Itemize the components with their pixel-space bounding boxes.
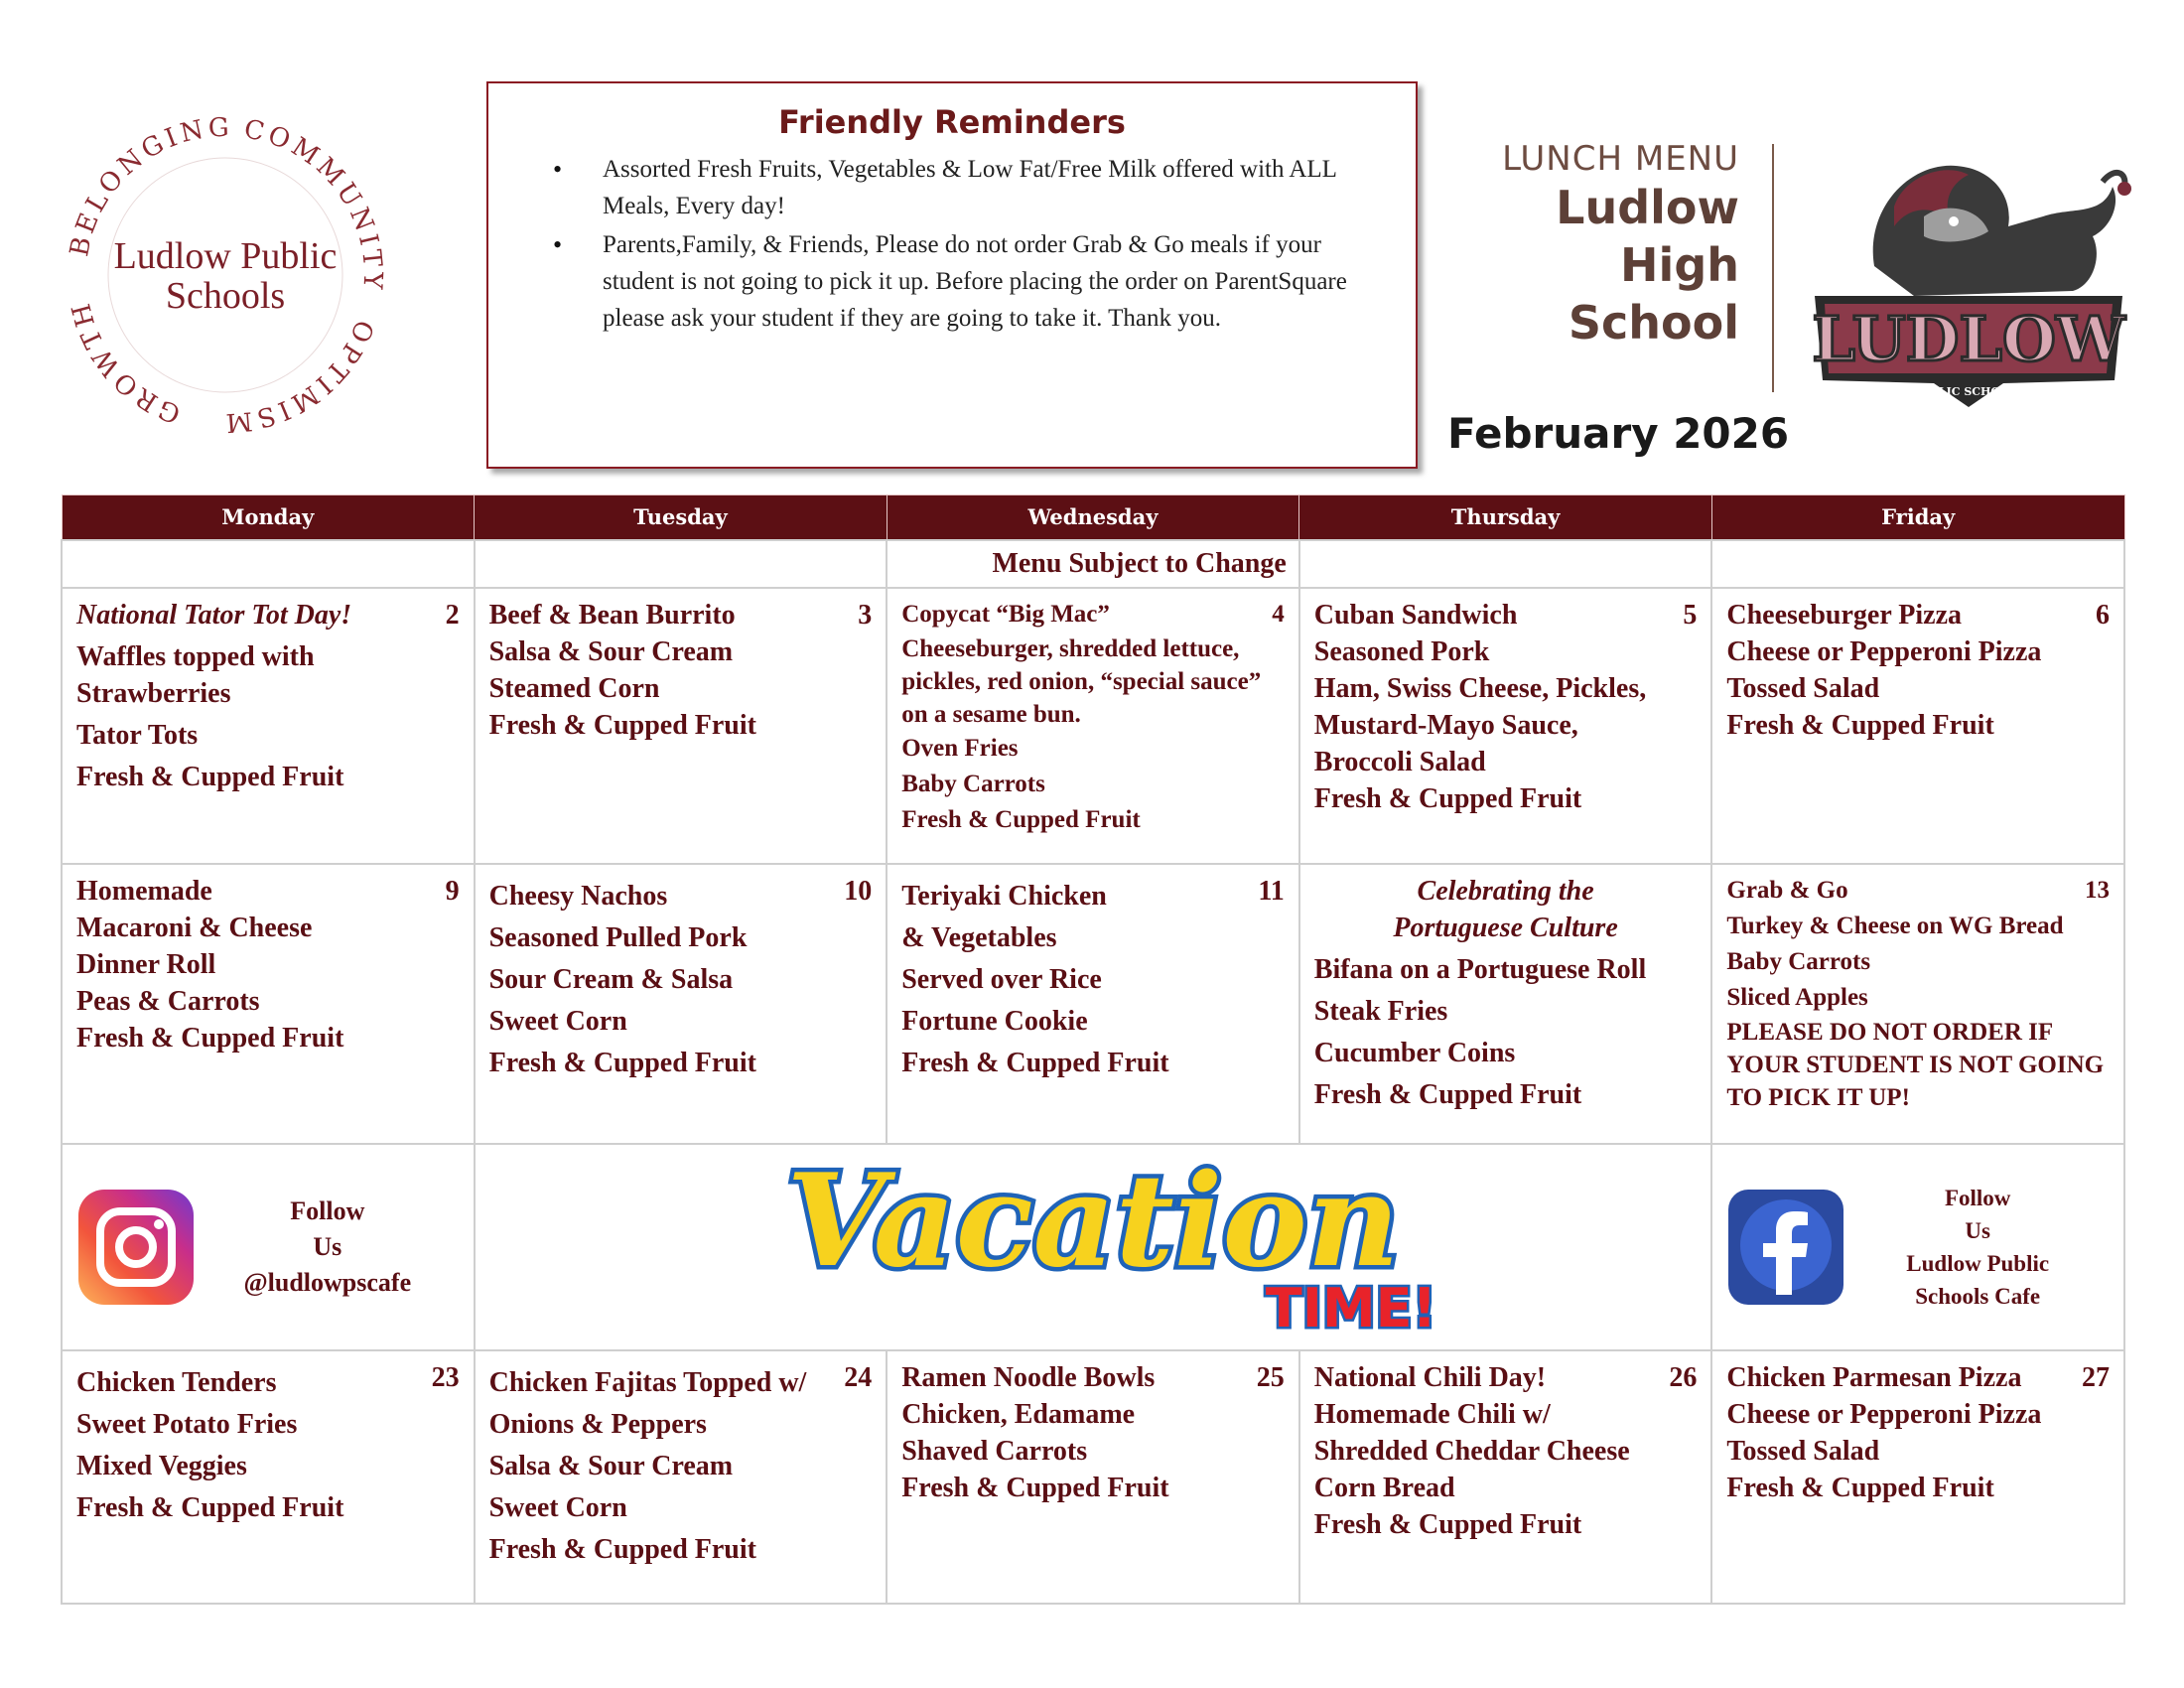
header-wednesday: Wednesday — [887, 495, 1299, 540]
seal-word-community: COMMUNITY — [241, 114, 388, 294]
day-number: 6 — [2096, 599, 2110, 631]
menu-line: Chicken Fajitas Topped w/ — [488, 1366, 807, 1398]
facebook-follow-text: Follow Us Ludlow Public Schools Cafe — [1845, 1182, 2110, 1313]
day-number: 4 — [1272, 600, 1285, 628]
menu-line: Peas & Carrots — [76, 985, 260, 1017]
seal-word-growth: GROWTH — [66, 296, 186, 429]
svg-text:OPTIMISM — [221, 316, 379, 438]
day-cell-12 — [1299, 864, 1712, 1144]
day-number: 2 — [445, 599, 460, 631]
menu-line: Fresh & Cupped Fruit — [488, 1047, 756, 1078]
menu-line: National Chili Day! — [1313, 1361, 1547, 1393]
header-monday: Monday — [62, 495, 475, 540]
seal-line2: Schools — [165, 275, 286, 317]
menu-line: Turkey & Cheese on WG Bread — [1726, 912, 2064, 939]
seal-word-optimism: OPTIMISM — [220, 315, 379, 438]
vacation-time-word: TIME! — [1265, 1276, 1437, 1339]
instagram-follow-text: Follow Us @ludlowpscafe — [196, 1194, 460, 1301]
note-cell-monday — [62, 540, 475, 588]
day-number: 9 — [445, 875, 460, 907]
month-title: February 2026 — [1447, 409, 1790, 458]
logo-subtext: PUBLIC SCHOOLS — [1911, 385, 2026, 398]
menu-line: Grab & Go — [1726, 876, 1848, 904]
day-number: 13 — [2085, 876, 2110, 904]
menu-line: Cheese or Pepperoni Pizza — [1726, 635, 2042, 667]
vacation-time-graphic — [597, 1148, 1589, 1346]
day-number: 23 — [431, 1361, 460, 1393]
day-cell-4 — [887, 588, 1299, 864]
menu-line: & Vegetables — [901, 921, 1057, 953]
facebook-page-name-line2[interactable]: Schools Cafe — [1915, 1283, 2041, 1309]
bullet-icon: • — [553, 230, 563, 259]
menu-line: Sweet Corn — [488, 1005, 627, 1037]
week-row-2 — [62, 864, 2124, 1144]
week-row-3-vacation — [62, 1144, 2124, 1350]
header-tuesday: Tuesday — [475, 495, 887, 540]
header-friday: Friday — [1711, 495, 2124, 540]
menu-line: Copycat “Big Mac” — [901, 600, 1110, 628]
menu-line: Fresh & Cupped Fruit — [901, 805, 1141, 833]
warning-text: PLEASE DO NOT ORDER IF YOUR STUDENT IS NOT GOING TO PICK IT UP! — [1726, 1018, 2105, 1111]
day-number: 10 — [844, 875, 873, 907]
menu-line: Seasoned Pork — [1313, 635, 1490, 667]
menu-line: Fortune Cookie — [901, 1005, 1088, 1037]
menu-line: Shaved Carrots — [901, 1435, 1088, 1467]
reminders-list — [528, 151, 1376, 337]
logo-text: LUDLOW — [1812, 303, 2125, 375]
menu-line: Sweet Corn — [488, 1491, 627, 1523]
menu-line: Cheese or Pepperoni Pizza — [1726, 1398, 2042, 1430]
note-row — [62, 540, 2124, 588]
menu-line: Celebrating the — [1417, 875, 1594, 907]
day-cell-5 — [1299, 588, 1712, 864]
day-number: 11 — [1258, 875, 1285, 907]
menu-line: Baby Carrots — [901, 770, 1045, 797]
menu-line: Portuguese Culture — [1393, 912, 1618, 943]
day-cell-23 — [62, 1350, 475, 1604]
menu-line: Bifana on a Portuguese Roll — [1313, 953, 1647, 985]
reminder-item: • Assorted Fresh Fruits, Vegetables & Low Fat/Free Milk offered with ALL Meals, Every day! — [528, 151, 1376, 224]
menu-line: Cheeseburger, shredded lettuce, pickles, red onion, “special sauce” on a sesame bun. — [901, 634, 1262, 728]
menu-line: Fresh & Cupped Fruit — [901, 1472, 1169, 1503]
menu-line: Seasoned Pulled Pork — [488, 921, 748, 953]
menu-subject-to-change: Menu Subject to Change — [992, 547, 1287, 579]
header-thursday: Thursday — [1299, 495, 1712, 540]
lunch-calendar — [61, 494, 2125, 1605]
school-name-line1: Ludlow — [1556, 181, 1739, 234]
reminders-title: Friendly Reminders — [778, 103, 1126, 141]
note-cell-wednesday — [887, 540, 1299, 588]
menu-line: Onions & Peppers — [488, 1408, 707, 1440]
instagram-icon[interactable] — [76, 1188, 196, 1307]
menu-line: Teriyaki Chicken — [901, 880, 1107, 912]
menu-line: Steamed Corn — [488, 672, 660, 704]
menu-line: Cheeseburger Pizza — [1726, 599, 1963, 631]
day-cell-27 — [1711, 1350, 2124, 1604]
day-cell-9 — [62, 864, 475, 1144]
menu-line: Cuban Sandwich — [1313, 599, 1518, 631]
menu-line: Sweet Potato Fries — [76, 1408, 298, 1440]
day-cell-26 — [1299, 1350, 1712, 1604]
menu-line: Fresh & Cupped Fruit — [1313, 782, 1582, 814]
menu-line: Tator Tots — [76, 719, 199, 751]
instagram-cell — [62, 1144, 475, 1350]
menu-line: Fresh & Cupped Fruit — [76, 1491, 344, 1523]
facebook-cell — [1711, 1144, 2124, 1350]
menu-line: Macaroni & Cheese — [76, 912, 313, 943]
menu-line: Fresh & Cupped Fruit — [488, 1533, 756, 1565]
menu-line: Fresh & Cupped Fruit — [1726, 1472, 1994, 1503]
menu-line: Fresh & Cupped Fruit — [1313, 1508, 1582, 1540]
lunch-menu-title — [1430, 139, 1739, 352]
friendly-reminders-box — [486, 81, 1418, 469]
day-cell-6 — [1711, 588, 2124, 864]
menu-line: Cheesy Nachos — [488, 880, 668, 912]
week-row-4 — [62, 1350, 2124, 1604]
school-name-line2: High — [1620, 238, 1739, 292]
menu-line: Fresh & Cupped Fruit — [76, 1022, 344, 1054]
menu-line: Sliced Apples — [1726, 983, 1868, 1011]
lunch-menu-label: LUNCH MENU — [1502, 139, 1739, 179]
menu-line: Strawberries — [76, 677, 231, 709]
school-name-line3: School — [1568, 296, 1739, 350]
day-cell-13 — [1711, 864, 2124, 1144]
reminder-item: • Parents,Family, & Friends, Please do not order Grab & Go meals if your student is not going to pick it up. Before placing the order on ParentSquare please ask your student if they are going to take it. Thank you. — [528, 226, 1376, 337]
title-divider — [1772, 144, 1774, 392]
menu-line: Tossed Salad — [1726, 1435, 1880, 1467]
day-cell-10 — [475, 864, 887, 1144]
menu-line: Fresh & Cupped Fruit — [488, 709, 756, 741]
menu-line: Fresh & Cupped Fruit — [1726, 709, 1994, 741]
menu-line: Homemade — [76, 875, 212, 907]
vacation-word: Vacation — [786, 1147, 1400, 1296]
facebook-page-name-line1[interactable]: Ludlow Public — [1906, 1250, 2050, 1276]
day-number: 24 — [844, 1361, 873, 1393]
menu-line: Salsa & Sour Cream — [488, 1450, 734, 1481]
menu-line: Dinner Roll — [76, 948, 216, 980]
menu-line: Waffles topped with — [76, 640, 315, 672]
menu-line: Beef & Bean Burrito — [488, 599, 736, 631]
day-number: 25 — [1256, 1361, 1285, 1393]
day-cell-25 — [887, 1350, 1299, 1604]
menu-line: Chicken Tenders — [76, 1366, 277, 1398]
menu-line: Tossed Salad — [1726, 672, 1880, 704]
day-number: 26 — [1669, 1361, 1698, 1393]
menu-line: Sour Cream & Salsa — [488, 963, 734, 995]
day-number: 5 — [1683, 599, 1698, 631]
menu-line: Homemade Chili w/ — [1313, 1398, 1551, 1430]
day-number: 3 — [858, 599, 873, 631]
bullet-icon: • — [553, 155, 563, 184]
seal-line1: Ludlow Public — [113, 235, 338, 277]
menu-line: Oven Fries — [901, 734, 1019, 762]
note-cell-thursday — [1299, 540, 1712, 588]
day-cell-24 — [475, 1350, 887, 1604]
ludlow-lion-logo — [1805, 147, 2132, 415]
menu-line: Fresh & Cupped Fruit — [76, 761, 344, 792]
menu-line: Fresh & Cupped Fruit — [1313, 1078, 1582, 1110]
note-cell-friday — [1711, 540, 2124, 588]
week-row-1 — [62, 588, 2124, 864]
menu-line: Salsa & Sour Cream — [488, 635, 734, 667]
menu-line: Baby Carrots — [1726, 947, 1871, 975]
instagram-handle[interactable]: @ludlowpscafe — [243, 1267, 412, 1297]
menu-line: National Tator Tot Day! — [76, 599, 352, 631]
day-number: 27 — [2082, 1361, 2110, 1393]
menu-line: Steak Fries — [1313, 995, 1448, 1027]
note-cell-tuesday — [475, 540, 887, 588]
menu-line: Shredded Cheddar Cheese — [1313, 1435, 1630, 1467]
menu-line: Mixed Veggies — [76, 1450, 247, 1481]
menu-line: Ham, Swiss Cheese, Pickles, Mustard-Mayo Sauce, — [1313, 672, 1647, 741]
day-cell-11 — [887, 864, 1299, 1144]
menu-line: Served over Rice — [901, 963, 1102, 995]
menu-line: Broccoli Salad — [1313, 746, 1486, 777]
seal-word-belonging: BELONGING — [65, 112, 234, 259]
ludlow-public-schools-seal — [62, 111, 389, 439]
day-cell-2 — [62, 588, 475, 864]
weekday-header-row — [62, 495, 2124, 540]
menu-line: Corn Bread — [1313, 1472, 1455, 1503]
menu-line: Chicken Parmesan Pizza — [1726, 1361, 2022, 1393]
vacation-banner-cell — [475, 1144, 1712, 1350]
menu-line: Fresh & Cupped Fruit — [901, 1047, 1169, 1078]
menu-line: Chicken, Edamame — [901, 1398, 1136, 1430]
day-cell-3 — [475, 588, 887, 864]
menu-line: Ramen Noodle Bowls — [901, 1361, 1156, 1393]
menu-line: Cucumber Coins — [1313, 1037, 1516, 1068]
facebook-icon[interactable] — [1726, 1188, 1845, 1307]
